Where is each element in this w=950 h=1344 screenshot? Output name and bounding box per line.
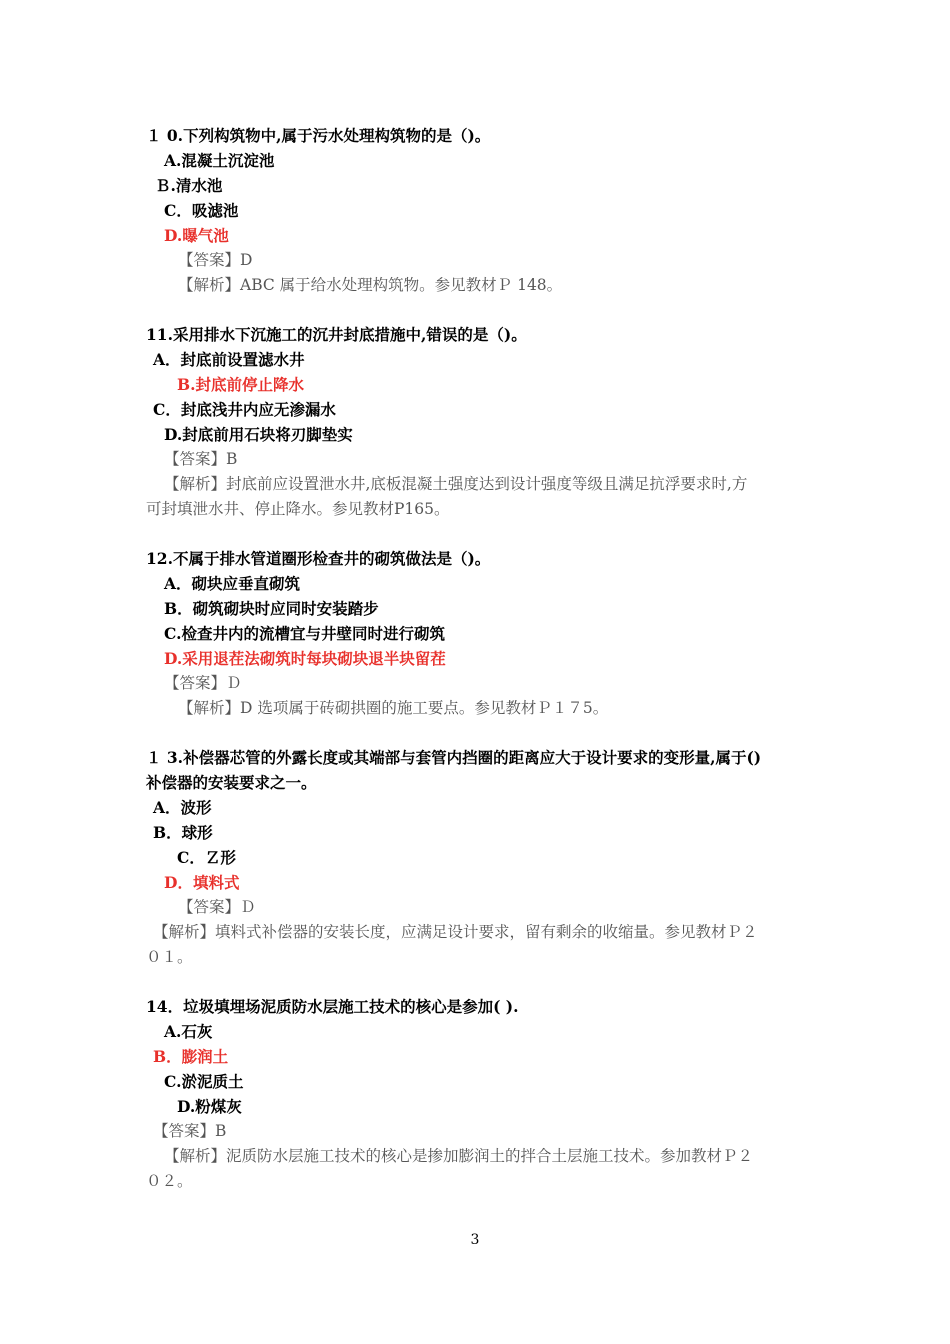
question-14-stem: 14．垃圾填埋场泥质防水层施工技术的核心是参加( ).	[146, 997, 519, 1016]
question-13-answer: 【答案】Ｄ	[178, 898, 256, 916]
question-10-option-d-correct: D.曝气池	[164, 226, 229, 245]
question-14-analysis-line1: 【解析】泥质防水层施工技术的核心是掺加膨润土的拌合土层施工技术。参加教材Ｐ２	[164, 1147, 754, 1165]
question-11-option-c: C．封底浅井内应无渗漏水	[153, 400, 336, 419]
question-14-option-b-correct: B．膨润土	[153, 1047, 229, 1066]
question-13-option-a: A．波形	[153, 798, 212, 817]
question-14-answer: 【答案】B	[153, 1122, 227, 1140]
question-10-answer: 【答案】D	[178, 251, 253, 269]
page-number: 3	[470, 1232, 480, 1248]
question-13-option-b: B．球形	[153, 823, 213, 842]
question-13-stem-line1: １ 3.补偿器芯管的外露长度或其端部与套管内挡圈的距离应大于设计要求的变形量,属于()	[146, 748, 762, 767]
question-14-option-c: C.淤泥质土	[164, 1072, 244, 1091]
question-13-analysis-line1: 【解析】填料式补偿器的安装长度，应满足设计要求，留有剩余的收缩量。参见教材Ｐ２	[153, 923, 758, 941]
question-12-answer: 【答案】Ｄ	[164, 674, 242, 692]
question-11-analysis-line1: 【解析】封底前应设置泄水井,底板混凝土强度达到设计强度等级且满足抗浮要求时,方	[164, 475, 748, 493]
question-14-analysis-line2: ０２。	[146, 1172, 193, 1190]
question-11-option-d: D.封底前用石块将刃脚垫实	[164, 425, 353, 444]
question-12-analysis: 【解析】D 选项属于砖砌拱圈的施工要点。参见教材Ｐ１７5。	[178, 699, 609, 717]
question-14-option-d: D.粉煤灰	[177, 1097, 242, 1116]
question-12-option-b: B．砌筑砌块时应同时安装踏步	[164, 599, 379, 618]
question-12-option-c: C.检查井内的流槽宜与井壁同时进行砌筑	[164, 624, 445, 643]
question-11-stem: 11.采用排水下沉施工的沉井封底措施中,错误的是（)。	[146, 325, 527, 344]
question-14-option-a: A.石灰	[164, 1022, 213, 1041]
question-10-analysis: 【解析】ABC 属于给水处理构筑物。参见教材Ｐ 148。	[178, 276, 563, 294]
question-13-analysis-line2: ０１。	[146, 948, 193, 966]
question-10-option-a: A.混凝土沉淀池	[164, 151, 275, 170]
question-11-option-a: A．封底前设置滤水井	[153, 350, 305, 369]
question-12-option-a: A．砌块应垂直砌筑	[164, 574, 301, 593]
question-12-option-d-correct: D.采用退茬法砌筑时每块砌块退半块留茬	[164, 649, 446, 668]
question-12-stem: 12.不属于排水管道圈形检查井的砌筑做法是（)。	[146, 549, 491, 568]
question-11-option-b-correct: B.封底前停止降水	[177, 375, 304, 394]
question-11-answer: 【答案】B	[164, 450, 238, 468]
question-13-option-c: C．Ｚ形	[177, 848, 236, 867]
question-13-option-d-correct: D．填料式	[164, 873, 240, 892]
question-13-stem-line2: 补偿器的安装要求之一。	[146, 773, 317, 792]
question-10-option-c: C．吸滤池	[164, 201, 239, 220]
question-10-option-b: Ｂ.清水池	[155, 176, 223, 195]
question-11-analysis-line2: 可封填泄水井、停止降水。参见教材P165。	[146, 500, 450, 518]
question-10-stem: １ 0.下列构筑物中,属于污水处理构筑物的是（)。	[146, 126, 491, 145]
